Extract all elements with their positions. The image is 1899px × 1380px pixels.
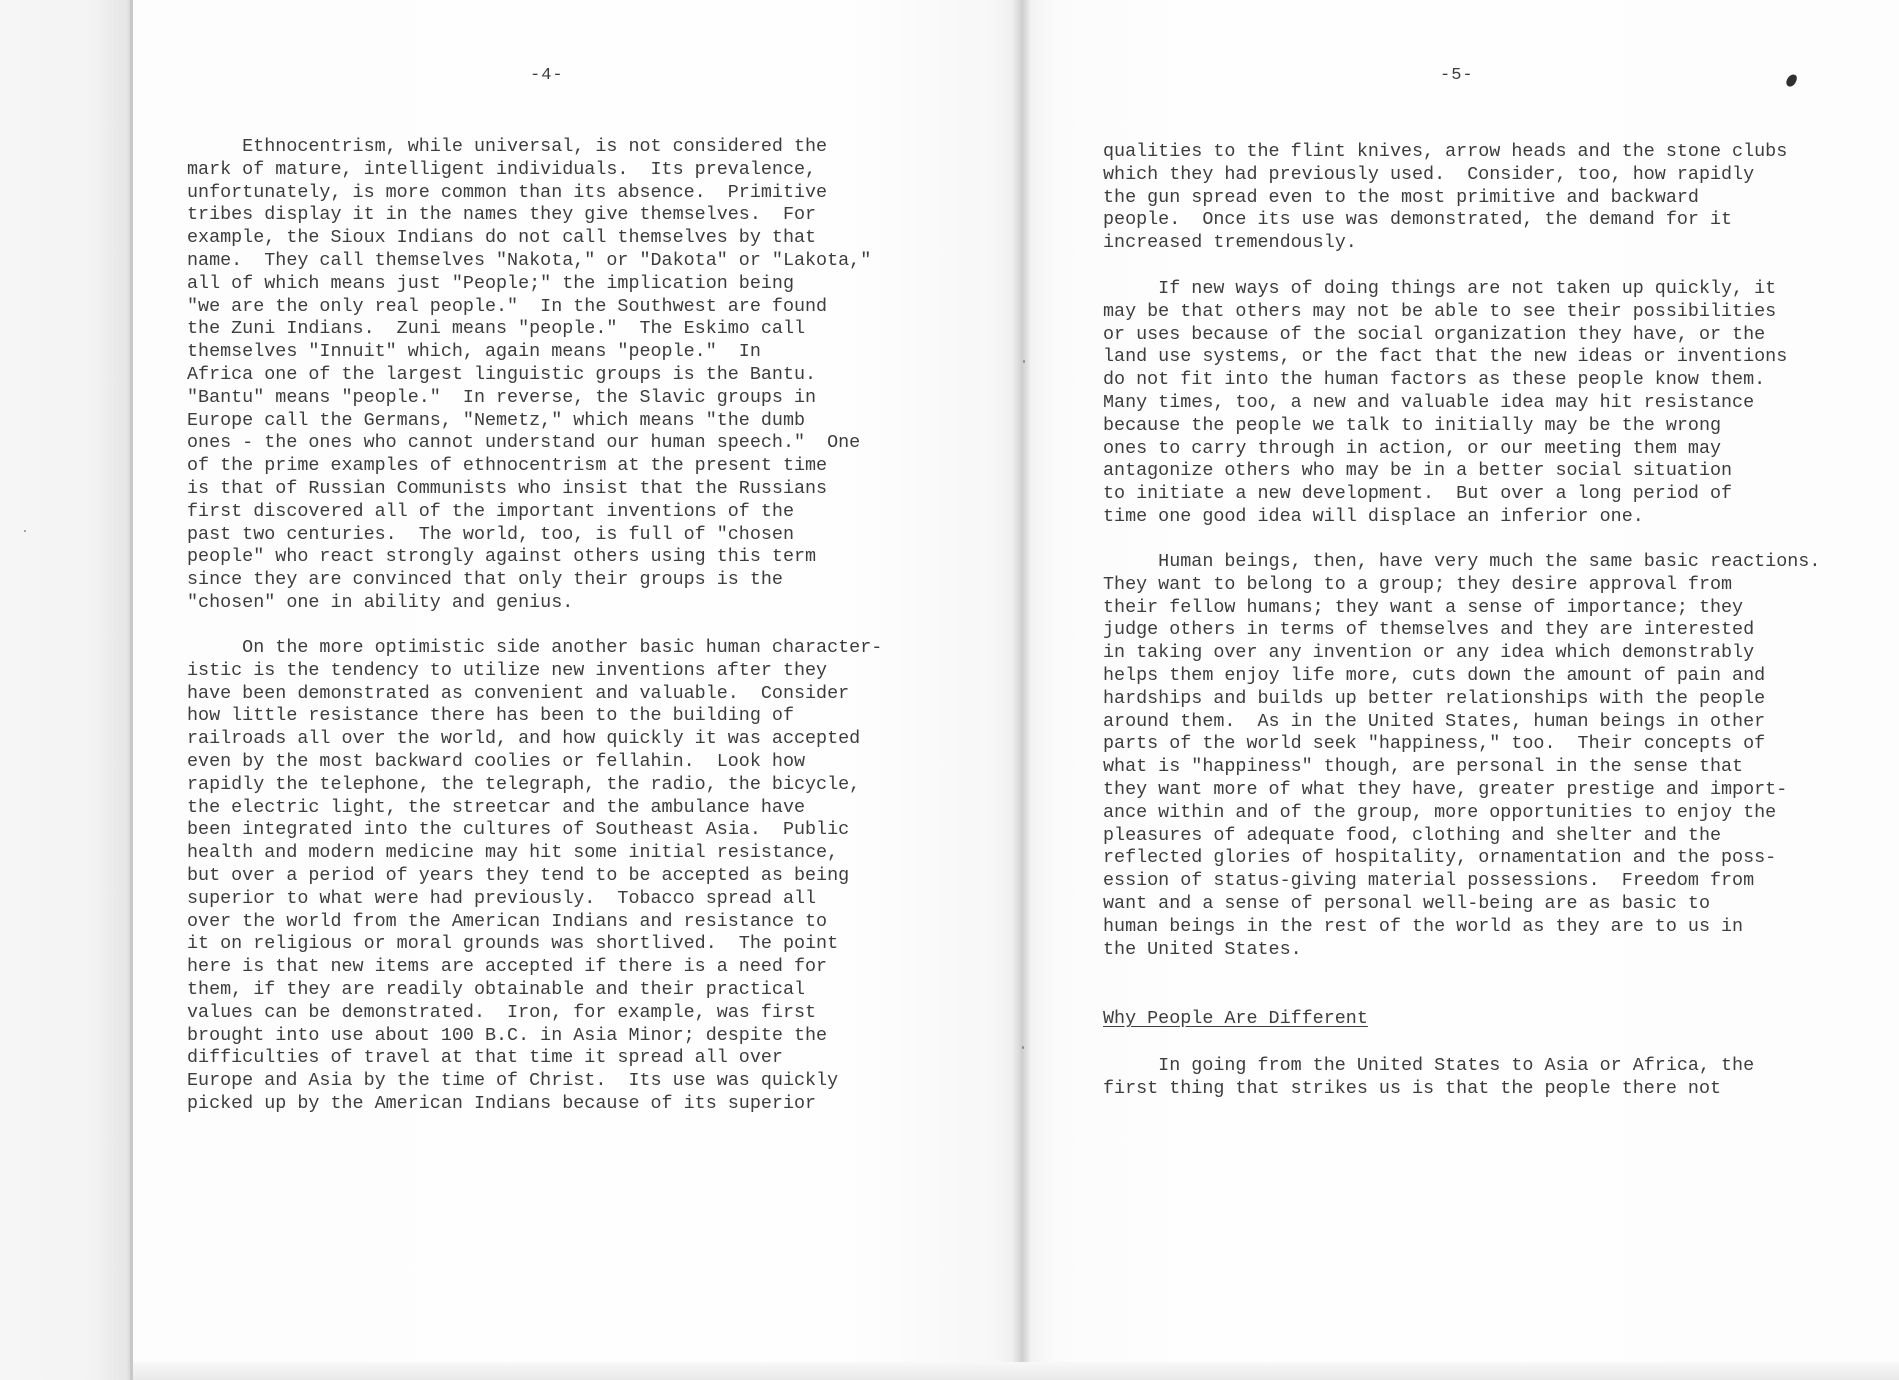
text-line: in taking over any invention or any idea which demonstrably <box>1103 642 1755 664</box>
right-paragraph-3 <box>1103 551 1820 961</box>
text-line: ones to carry through in action, or our meeting them may <box>1103 437 1722 459</box>
text-line: people" who react strongly against others using this term <box>187 546 817 568</box>
text-line: or uses because of the social organization they have, or the <box>1103 323 1766 345</box>
text-line: time one good idea will displace an inferior one. <box>1103 505 1644 527</box>
text-line: increased tremendously. <box>1103 232 1357 254</box>
text-line: On the more optimistic side another basic human character- <box>187 637 883 658</box>
text-line: parts of the world seek "happiness," too. Their concepts of <box>1103 733 1766 755</box>
text-line: istic is the tendency to utilize new inventions after they <box>187 659 828 681</box>
right-paragraph-1 <box>1103 141 1787 255</box>
bottom-shadow <box>133 1362 1899 1380</box>
text-line: qualities to the flint knives, arrow heads and the stone clubs <box>1103 141 1788 162</box>
text-line: what is "happiness" though, are personal in the sense that <box>1103 756 1744 778</box>
text-line: ance within and of the group, more opportunities to enjoy the <box>1103 801 1777 823</box>
text-line: unfortunately, is more common than its absence. Primitive <box>187 181 828 203</box>
text-line: reflected glories of hospitality, ornamentation and the poss- <box>1103 847 1777 869</box>
text-line: "chosen" one in ability and genius. <box>187 591 574 613</box>
text-line: tribes display it in the names they give themselves. For <box>187 204 817 226</box>
text-line: In going from the United States to Asia or Africa, the <box>1103 1055 1755 1076</box>
text-line: pleasures of adequate food, clothing and shelter and the <box>1103 824 1722 846</box>
right-page-number: -5- <box>1440 66 1474 85</box>
section-paragraph <box>1103 1055 1754 1101</box>
text-line: even by the most backward coolies or fellahin. Look how <box>187 750 806 772</box>
text-line: Africa one of the largest linguistic groups is the Bantu. <box>187 363 817 385</box>
text-line: been integrated into the cultures of Southeast Asia. Public <box>187 819 850 841</box>
text-line: the United States. <box>1103 938 1302 960</box>
text-line: the Zuni Indians. Zuni means "people." The Eskimo call <box>187 318 806 340</box>
text-line: picked up by the American Indians because of its superior <box>187 1092 817 1114</box>
text-line: brought into use about 100 B.C. in Asia Minor; despite the <box>187 1024 828 1046</box>
text-line: land use systems, or the fact that the new ideas or inventions <box>1103 346 1788 368</box>
scan-speck <box>1022 1046 1024 1049</box>
text-line: difficulties of travel at that time it spread all over <box>187 1047 783 1069</box>
text-line: example, the Sioux Indians do not call themselves by that <box>187 227 817 249</box>
scan-speck <box>24 530 26 532</box>
text-line: past two centuries. The world, too, is full of "chosen <box>187 523 794 545</box>
text-line: Human beings, then, have very much the same basic reactions. <box>1103 551 1821 572</box>
left-paragraph-2 <box>187 637 882 1116</box>
text-line: antagonize others who may be in a better social situation <box>1103 460 1733 482</box>
text-line: their fellow humans; they want a sense of importance; they <box>1103 596 1744 618</box>
text-line: themselves "Innuit" which, again means "people." In <box>187 341 761 363</box>
text-line: "Bantu" means "people." In reverse, the Slavic groups in <box>187 386 817 408</box>
text-line: do not fit into the human factors as these people know them. <box>1103 369 1766 391</box>
text-line: Europe and Asia by the time of Christ. Its use was quickly <box>187 1070 839 1092</box>
text-line: which they had previously used. Consider, too, how rapidly <box>1103 163 1755 185</box>
text-line: Many times, too, a new and valuable idea may hit resistance <box>1103 391 1755 413</box>
text-line: first thing that strikes us is that the people there not <box>1103 1077 1722 1099</box>
text-line: is that of Russian Communists who insist that the Russians <box>187 477 828 499</box>
text-line: around them. As in the United States, human beings in other <box>1103 710 1766 732</box>
text-line: If new ways of doing things are not taken up quickly, it <box>1103 278 1777 299</box>
text-line: superior to what were had previously. Tobacco spread all <box>187 887 817 909</box>
scan-speck <box>1023 360 1025 363</box>
text-line: rapidly the telephone, the telegraph, the radio, the bicycle, <box>187 773 861 795</box>
book-gutter <box>1012 0 1030 1380</box>
section-heading: Why People Are Different <box>1103 1008 1368 1029</box>
text-line: ession of status-giving material possessions. Freedom from <box>1103 870 1755 892</box>
text-line: people. Once its use was demonstrated, the demand for it <box>1103 209 1733 231</box>
text-line: have been demonstrated as convenient and valuable. Consider <box>187 682 850 704</box>
text-line: mark of mature, intelligent individuals. Its prevalence, <box>187 158 817 180</box>
text-line: of the prime examples of ethnocentrism at the present time <box>187 455 828 477</box>
text-line: over the world from the American Indians and resistance to <box>187 910 828 932</box>
text-line: railroads all over the world, and how quickly it was accepted <box>187 728 861 750</box>
text-line: but over a period of years they tend to be accepted as being <box>187 864 850 886</box>
text-line: judge others in terms of themselves and they are interested <box>1103 619 1755 641</box>
text-line: to initiate a new development. But over a long period of <box>1103 483 1733 505</box>
text-line: hardships and builds up better relationships with the people <box>1103 687 1766 709</box>
text-line: the gun spread even to the most primitive and backward <box>1103 186 1699 208</box>
left-page-number: -4- <box>530 66 564 85</box>
text-line: helps them enjoy life more, cuts down the amount of pain and <box>1103 664 1766 686</box>
text-line: ones - the ones who cannot understand our human speech." One <box>187 432 861 454</box>
text-line: all of which means just "People;" the implication being <box>187 272 794 294</box>
text-line: they want more of what they have, greater prestige and import- <box>1103 778 1788 800</box>
text-line: them, if they are readily obtainable and their practical <box>187 978 806 1000</box>
text-line: may be that others may not be able to see their possibilities <box>1103 300 1777 322</box>
text-line: Europe call the Germans, "Nemetz," which means "the dumb <box>187 409 806 431</box>
text-line: "we are the only real people." In the Southwest are found <box>187 295 828 317</box>
text-line: health and modern medicine may hit some initial resistance, <box>187 842 839 864</box>
text-line: values can be demonstrated. Iron, for example, was first <box>187 1001 817 1023</box>
text-line: how little resistance there has been to the building of <box>187 705 794 727</box>
text-line: it on religious or moral grounds was shortlived. The point <box>187 933 839 955</box>
text-line: here is that new items are accepted if there is a need for <box>187 956 828 978</box>
text-line: first discovered all of the important inventions of the <box>187 500 794 522</box>
scan-left-margin <box>0 0 132 1380</box>
text-line: Ethnocentrism, while universal, is not considered the <box>187 136 828 157</box>
left-paragraph-1 <box>187 136 871 615</box>
text-line: since they are convinced that only their groups is the <box>187 569 783 591</box>
right-paragraph-2 <box>1103 278 1787 529</box>
text-line: because the people we talk to initially may be the wrong <box>1103 414 1722 436</box>
text-line: name. They call themselves "Nakota," or "Dakota" or "Lakota," <box>187 249 872 271</box>
text-line: They want to belong to a group; they desire approval from <box>1103 573 1733 595</box>
text-line: human beings in the rest of the world as they are to us in <box>1103 915 1744 937</box>
text-line: want and a sense of personal well-being are as basic to <box>1103 892 1710 914</box>
text-line: the electric light, the streetcar and the ambulance have <box>187 796 806 818</box>
